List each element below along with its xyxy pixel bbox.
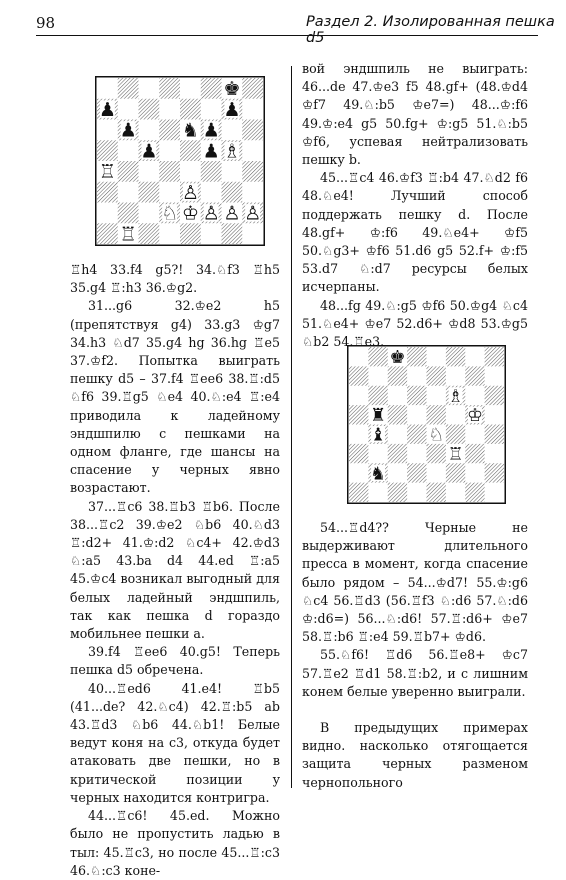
paragraph: 37...♖c6 38.♖b3 ♖b6. После 38...♖c2 39.♔e2 ♘b6 40.♘d3 ♖:d2+ 41.♔:d2 ♘c4+ 42.♔d3 ♘:a5 43.ba d4 44.ed ♖:a5 45.♔c4 возникал выгодный для белых ладейный эндшпиль, так как пешка d гораздо мобильнее пешки a. <box>70 498 280 642</box>
paragraph: 45...♖c4 46.♔f3 ♖:b4 47.♘d2 f6 48.♘e4! Лучший способ поддержать пешку d. После 48.gf+ ♔:f6 49.♘e4+ ♔f5 50.♘g3+ ♔f6 51.d6 g5 52.f+ ♔:f5 53.d7 ♘:d7 ресурсы белых исчерпаны. <box>302 170 528 295</box>
paragraph: вой эндшпиль не выиграть: 46...de 47.♔e3 f5 48.gf+ (48.♔d4 ♔f7 49.♘:b5 ♔e7=) 48...♔:f6 49.♔:e4 g5 50.fg+ ♔:g5 51.♘:b5 ♔f6, успевая нейтрализовать пешку b. <box>302 61 528 168</box>
dark-square <box>180 140 201 161</box>
dark-square <box>97 140 118 161</box>
white-rook-icon: ♖ <box>98 160 116 184</box>
black-pawn-icon: ♟ <box>202 139 220 163</box>
black-pawn-icon: ♟ <box>202 118 220 142</box>
dark-square <box>465 483 484 502</box>
dark-square <box>388 366 407 385</box>
white-bishop-icon: ♗ <box>447 385 464 407</box>
dark-square <box>465 444 484 463</box>
left-text-column <box>70 261 280 880</box>
white-rook-icon: ♖ <box>119 222 137 246</box>
dark-square <box>427 366 446 385</box>
dark-square <box>139 182 160 203</box>
dark-square <box>427 444 446 463</box>
paragraph: 39.f4 ♖ee6 40.g5! Теперь пешка d5 обречена. <box>70 644 280 678</box>
black-pawn-icon: ♟ <box>119 118 137 142</box>
dark-square <box>222 223 243 244</box>
dark-square <box>349 444 368 463</box>
black-king-icon: ♚ <box>223 77 241 101</box>
chess-diagram-1 <box>95 76 265 246</box>
black-pawn-icon: ♟ <box>140 139 158 163</box>
dark-square <box>159 78 180 99</box>
dark-square <box>407 463 426 482</box>
right-text-column-bottom <box>302 519 528 792</box>
white-rook-icon: ♖ <box>447 443 464 465</box>
dark-square <box>242 120 263 141</box>
white-king-icon: ♔ <box>466 405 483 427</box>
dark-square <box>388 483 407 502</box>
dark-square <box>97 223 118 244</box>
dark-square <box>118 161 139 182</box>
dark-square <box>485 425 504 444</box>
white-king-icon: ♔ <box>181 201 199 225</box>
dark-square <box>388 444 407 463</box>
dark-square <box>427 483 446 502</box>
dark-square <box>242 78 263 99</box>
white-pawn-icon: ♙ <box>244 201 262 225</box>
chess-diagram-2 <box>347 345 506 504</box>
dark-square <box>446 463 465 482</box>
white-knight-icon: ♘ <box>428 424 445 446</box>
dark-square <box>180 99 201 120</box>
paragraph: 55.♘f6! ♖d6 56.♖e8+ ♔c7 57.♖e2 ♖d1 58.♖:b2, и с лишним конем белые уверенно выиграли. <box>302 647 528 699</box>
right-text-column-top <box>302 60 528 351</box>
dark-square <box>349 483 368 502</box>
header-rule <box>36 35 538 36</box>
black-bishop-icon: ♝ <box>370 424 387 446</box>
dark-square <box>349 366 368 385</box>
white-pawn-icon: ♙ <box>202 201 220 225</box>
paragraph: В предыдущих примерах видно. насколько отягощается защита черных разменом чернопольного <box>302 720 528 790</box>
dark-square <box>180 223 201 244</box>
dark-square <box>427 405 446 424</box>
spacer <box>302 701 528 719</box>
dark-square <box>159 161 180 182</box>
white-pawn-icon: ♙ <box>181 180 199 204</box>
dark-square <box>97 182 118 203</box>
dark-square <box>485 386 504 405</box>
dark-square <box>368 386 387 405</box>
paragraph: ♖h4 33.f4 g5?! 34.♘f3 ♖h5 35.g4 ♖:h3 36.♔g2. <box>70 262 280 296</box>
dark-square <box>388 405 407 424</box>
paragraph: 40...♖ed6 41.e4! ♖b5 (41...de? 42.♘c4) 42.♖:b5 ab 43.♖d3 ♘b6 44.♘b1! Белые ведут коня на c3, откуда будет атаковать две пешки, но в критической позиции у черных находится контригра. <box>70 680 280 805</box>
dark-square <box>349 405 368 424</box>
paragraph: 44...♖c6! 45.ed. Можно было не пропустить ладью в тыл: 45.♖c3, но после 45...♖:c3 46.♘:c3 коне- <box>70 808 280 878</box>
paragraph: 31...g6 32.♔e2 h5 (препятствуя g4) 33.g3 ♔g7 34.h3 ♘d7 35.g4 hg 36.hg ♖e5 37.♔f2. Попытка выиграть пешку d5 – 37.f4 ♖ee6 38.♖:d5 ♘f6 39.♖g5 ♘e4 40.♘:e4 ♖:e4 приводила к ладейному эндшпилю с пешками на одном фланге, где шансы на спасение у черных явно возрастают. <box>70 298 280 496</box>
column-divider <box>291 66 292 788</box>
dark-square <box>242 161 263 182</box>
dark-square <box>201 161 222 182</box>
dark-square <box>159 120 180 141</box>
black-knight-icon: ♞ <box>370 463 387 485</box>
black-knight-icon: ♞ <box>181 118 199 142</box>
dark-square <box>201 78 222 99</box>
dark-square <box>118 203 139 224</box>
paragraph: 48...fg 49.♘:g5 ♔f6 50.♔g4 ♘c4 51.♘e4+ ♔e7 52.d6+ ♔d8 53.♔g5 ♘b2 54.♖e3. <box>302 297 528 350</box>
black-rook-icon: ♜ <box>370 405 387 427</box>
white-knight-icon: ♘ <box>161 201 179 225</box>
dark-square <box>222 182 243 203</box>
dark-square <box>407 425 426 444</box>
black-pawn-icon: ♟ <box>98 97 116 121</box>
dark-square <box>118 78 139 99</box>
page-number: 98 <box>36 14 56 32</box>
dark-square <box>407 386 426 405</box>
white-bishop-icon: ♗ <box>223 139 241 163</box>
dark-square <box>485 463 504 482</box>
paragraph: 54...♖d4?? Черные не выдерживают длительного пресса в момент, когда спасение было рядом – 54...♔d7! 55.♔:g6 ♘c4 56.♖d3 (56.♖f3 ♘:d6 57.♘:d6 ♔:d6=) 56...♘:d6! 57.♖:d6+ ♔e7 58.♖:b6 ♖:e4 59.♖b7+ ♔d6. <box>302 520 528 645</box>
black-pawn-icon: ♟ <box>223 97 241 121</box>
dark-square <box>446 425 465 444</box>
black-king-icon: ♚ <box>389 347 406 369</box>
dark-square <box>139 99 160 120</box>
dark-square <box>139 223 160 244</box>
dark-square <box>465 366 484 385</box>
running-head-title: Раздел 2. Изолированная пешка d5 <box>306 14 555 46</box>
white-pawn-icon: ♙ <box>223 201 241 225</box>
